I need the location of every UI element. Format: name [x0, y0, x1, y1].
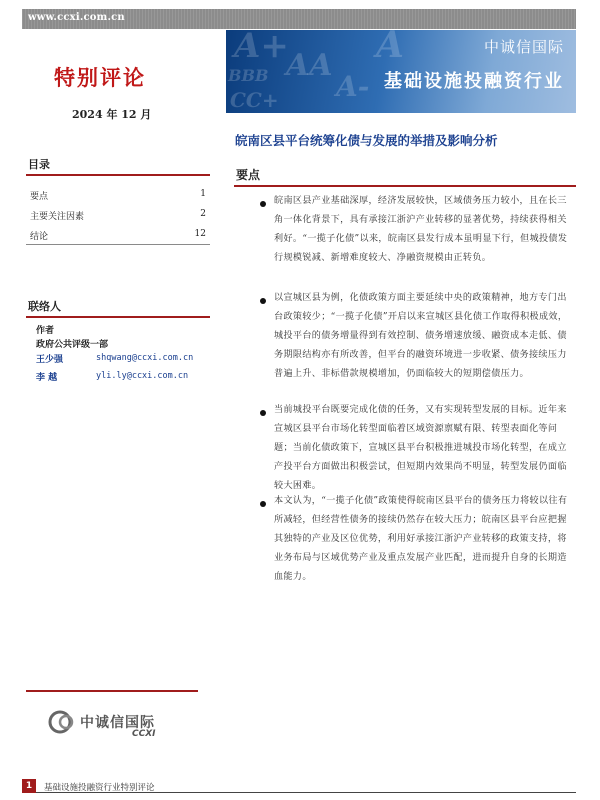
report-type: 特别评论	[54, 65, 146, 90]
key-points-divider	[234, 185, 576, 187]
footer-text: 基础设施投融资行业特别评论	[44, 783, 155, 793]
banner-deco-text: A	[376, 30, 404, 66]
banner-deco-text: CC+	[230, 88, 279, 112]
contact-name: 王少强	[36, 355, 64, 365]
toc-item-page: 1	[200, 189, 206, 199]
toc-item[interactable]	[30, 229, 208, 242]
key-points-heading: 要点	[236, 168, 261, 182]
key-point-paragraph: 本文认为，“一揽子化债”政策使得皖南区县平台的债务压力将较以往有所减轻，但经营性债务的接续仍然存在较大压力；皖南区县平台应把握其独特的产业及区位优势，利用好承接江浙沪产业转移的政策支持，将业务布局与区域优势产业及重点发展产业匹配，进而提升自身的长期造血能力。	[274, 496, 568, 582]
page-number: 1	[22, 779, 36, 793]
toc-item-label: 主要关注因素	[30, 212, 85, 222]
bullet-icon	[259, 295, 270, 306]
logo-mark-icon	[48, 708, 78, 736]
toc-item-label: 结论	[30, 232, 49, 242]
bullet-icon	[259, 498, 270, 509]
company-logo	[48, 708, 188, 739]
bullet-icon	[259, 407, 270, 418]
toc-heading: 目录	[28, 158, 50, 171]
toc-divider	[26, 174, 210, 176]
toc-item-page: 2	[200, 209, 206, 219]
toc-item[interactable]	[30, 209, 208, 222]
contact-email[interactable]: shqwang@ccxi.com.cn	[96, 353, 194, 363]
banner-deco-text: A-	[336, 70, 370, 103]
toc-item-page: 12	[194, 229, 206, 239]
sidebar-bottom-divider	[26, 690, 198, 692]
page-footer	[22, 779, 576, 793]
key-point-paragraph: 以宣城区县为例，化债政策方面主要延续中央的政策精神，地方专门出台政策较少；“一揽子化债”开启以来宣城区县化债工作取得积极成效，城投平台的债务增量得到有效控制、债务增速放缓、融资成本走低、债务期限结构亦有所改善，但平台的融资环境进一步收紧、债务接续压力普遍上升、非标借款规模增加，仍面临较大的短期偿债压力。	[274, 293, 568, 379]
contact-name: 李 越	[36, 373, 58, 383]
key-point-paragraph: 皖南区县产业基础深厚，经济发展较快，区域债务压力较小，且在长三角一体化背景下，具有承接江浙沪产业转移的显著优势，持续获得相关利好。“一揽子化债”以来，皖南区县发行成本虽明显下行，但城投债发行规模锐减、新增难度较大、净融资规模由正转负。	[274, 196, 568, 263]
contacts-divider	[26, 316, 210, 318]
header-banner	[226, 30, 576, 113]
key-point-paragraph: 当前城投平台既要完成化债的任务，又有实现转型发展的目标。近年来宣城区县平台市场化转型面临着区域资源禀赋有限、转型表面化等问题；当前化债政策下，宣城区县平台积极推进城投市场化转型，在成立产投平台方面做出积极尝试，但短期内效果尚不明显，转型发展仍面临较大困难。	[274, 405, 567, 491]
banner-deco-text: BBB	[228, 66, 269, 85]
toc-bottom-divider	[26, 244, 210, 245]
report-date: 2024 年 12 月	[72, 108, 152, 121]
contact-email[interactable]: yli.ly@ccxi.com.cn	[96, 371, 189, 381]
brand-name: 中诚信国际	[483, 38, 564, 56]
toc-item-label: 要点	[30, 192, 49, 202]
toc-item[interactable]	[30, 189, 208, 202]
top-bar	[22, 9, 576, 29]
banner-deco-text: A+	[234, 30, 289, 66]
banner-deco-text: AA	[286, 48, 333, 83]
website-url[interactable]: www.ccxi.com.cn	[28, 12, 125, 23]
department-name: 政府公共评级一部	[36, 340, 109, 350]
page-title: 皖南区县平台统筹化债与发展的举措及影响分析	[235, 133, 498, 148]
contacts-heading: 联络人	[28, 300, 61, 313]
logo-text: 中诚信国际	[80, 715, 155, 731]
logo-english: CCXI	[132, 729, 156, 739]
industry-title: 基础设施投融资行业	[384, 71, 564, 92]
bullet-icon	[259, 198, 270, 209]
author-label: 作者	[36, 326, 55, 336]
